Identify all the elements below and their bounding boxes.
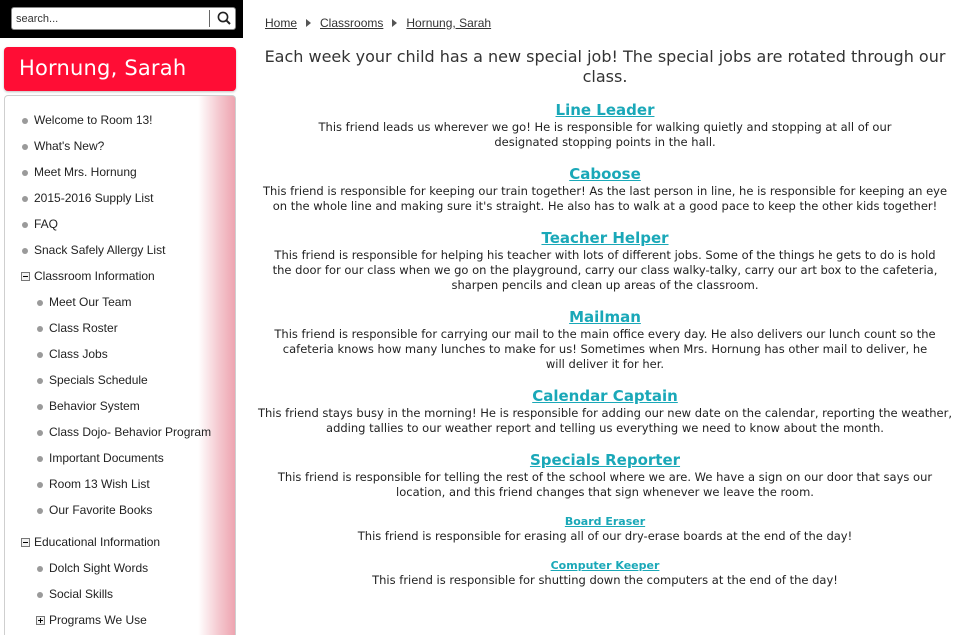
sidebar-item[interactable]: FAQ [34, 217, 59, 231]
sidebar-item[interactable]: Behavior System [49, 399, 140, 413]
plus-box-icon[interactable] [36, 616, 45, 625]
main-content [255, 0, 959, 635]
search-bar [0, 0, 243, 38]
sidebar-item[interactable]: Specials Schedule [49, 373, 148, 387]
sidebar-item[interactable]: Snack Safely Allergy List [34, 243, 166, 257]
sidebar-item[interactable]: Class Dojo- Behavior Program [49, 425, 212, 439]
bullet-icon [37, 352, 43, 358]
job-description: This friend is responsible for helping his teacher with lots of different jobs. Some of the things he gets to do is hold the door for our class when we go on the playground, carry our class walky-talky, carry our art box to the cafeteria, sharpen pencils and clean up areas of the classroom. [272, 248, 938, 292]
bullet-icon [37, 456, 43, 462]
search-input[interactable] [16, 10, 204, 27]
search-icon [213, 9, 235, 28]
breadcrumb [265, 16, 491, 30]
bullet-icon [37, 404, 43, 410]
page-intro: Each week your child has a new special job! The special jobs are rotated through our class. [264, 47, 946, 86]
job-title[interactable]: Specials Reporter [529, 451, 681, 469]
job-title[interactable]: Teacher Helper [541, 229, 669, 247]
bullet-icon [37, 300, 43, 306]
left-column [0, 0, 243, 635]
sidebar-item[interactable]: Meet Mrs. Hornung [34, 165, 137, 179]
sidebar-item[interactable]: Social Skills [49, 587, 114, 601]
sidebar-item[interactable]: Room 13 Wish List [49, 477, 150, 491]
bullet-icon [37, 378, 43, 384]
job-title[interactable]: Computer Keeper [550, 559, 660, 572]
bullet-icon [37, 482, 43, 488]
breadcrumb-arrow-icon [306, 19, 311, 27]
bullet-icon [22, 144, 28, 150]
sidebar-nav [4, 95, 236, 635]
bullet-icon [37, 326, 43, 332]
job-description: This friend is responsible for telling the rest of the school where we are. We have a sign on our door that says our location, and this friend changes that sign whenever we leave the room. [277, 470, 933, 499]
job-title[interactable]: Mailman [569, 308, 641, 326]
bullet-icon [37, 566, 43, 572]
breadcrumb-current[interactable]: Hornung, Sarah [406, 16, 492, 30]
sidebar-item[interactable]: Our Favorite Books [49, 503, 153, 517]
sidebar-item[interactable]: Class Roster [49, 321, 118, 335]
sidebar-item[interactable]: Educational Information [34, 535, 161, 549]
search-button[interactable] [213, 9, 235, 28]
sidebar-item[interactable]: Dolch Sight Words [49, 561, 149, 575]
job-description: This friend is responsible for keeping our train together! As the last person in line, he is responsible for keeping an eye on the whole line and making sure it's straight. He also has to walk at a good pace to keep the other kids together! [262, 184, 948, 213]
job-description: This friend leads us wherever we go! He is responsible for walking quietly and stopping at all of our designated stopping points in the hall. [318, 120, 892, 149]
job-title[interactable]: Board Eraser [564, 515, 646, 528]
sidebar-item[interactable]: Meet Our Team [49, 295, 132, 309]
bullet-icon [37, 430, 43, 436]
minus-box-icon[interactable] [21, 272, 30, 281]
bullet-icon [22, 222, 28, 228]
bullet-icon [22, 248, 28, 254]
site-title-banner[interactable] [4, 47, 236, 91]
search-box [11, 7, 236, 30]
bullet-icon [37, 508, 43, 514]
breadcrumb-classrooms[interactable]: Classrooms [320, 16, 384, 30]
sidebar-item[interactable]: Important Documents [49, 451, 164, 465]
job-description: This friend is responsible for carrying our mail to the main office every day. He also delivers our lunch count so the cafeteria knows how many lunches to make for us! Sometimes when Mrs. Hornung has other mail to deliver, he will deliver it for her. [274, 327, 936, 371]
minus-box-icon[interactable] [21, 538, 30, 547]
site-title[interactable]: Hornung, Sarah [19, 56, 187, 80]
job-description: This friend stays busy in the morning! He is responsible for adding our new date on the calendar, reporting the weather, adding tallies to our weather report and telling us everything we need to know about the month. [257, 406, 953, 435]
job-description: This friend is responsible for shutting down the computers at the end of the day! [372, 573, 838, 587]
bullet-icon [37, 592, 43, 598]
bullet-icon [22, 196, 28, 202]
sidebar-item[interactable]: Class Jobs [49, 347, 108, 361]
job-title[interactable]: Caboose [569, 165, 641, 183]
job-title[interactable]: Line Leader [555, 101, 655, 119]
job-description: This friend is responsible for erasing all of our dry-erase boards at the end of the day! [357, 529, 853, 543]
sidebar-item[interactable]: What's New? [34, 139, 105, 153]
job-title[interactable]: Calendar Captain [532, 387, 678, 405]
sidebar-item[interactable]: 2015-2016 Supply List [34, 191, 154, 205]
sidebar-item[interactable]: Programs We Use [49, 613, 147, 627]
search-divider [209, 10, 210, 27]
sidebar-item[interactable]: Welcome to Room 13! [34, 113, 153, 127]
breadcrumb-home[interactable]: Home [265, 16, 298, 30]
bullet-icon [22, 118, 28, 124]
breadcrumb-arrow-icon [392, 19, 397, 27]
bullet-icon [22, 170, 28, 176]
sidebar-item[interactable]: Classroom Information [34, 269, 155, 283]
